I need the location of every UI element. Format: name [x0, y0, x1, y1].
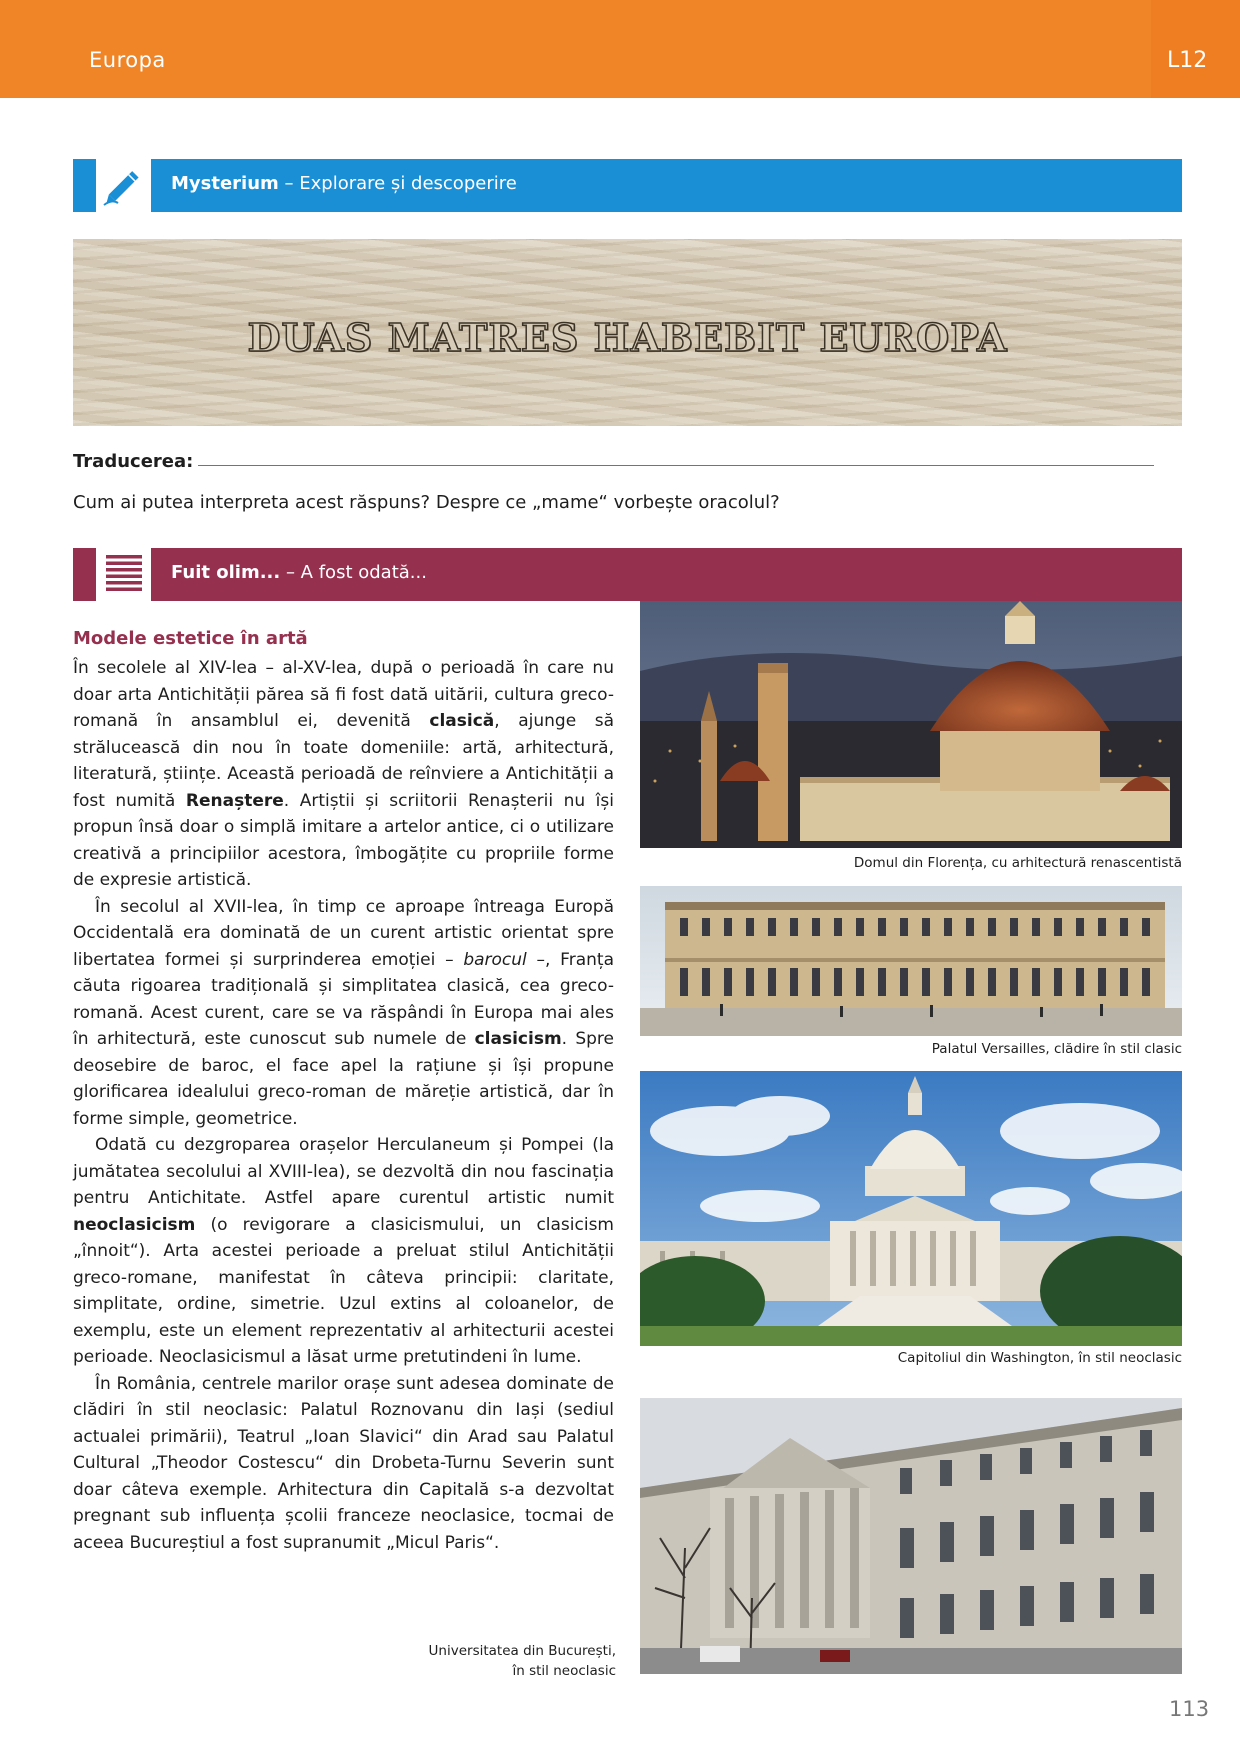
mysterium-section-header [73, 159, 1182, 212]
florence-cathedral-photo [640, 601, 1182, 848]
translation-answer-line [198, 465, 1154, 466]
article-paragraph-4: În România, centrele marilor orașe sunt adesea dominate de clădiri în stil neoclasic: Palatul Roznovanu din Iași (sediul actualei primării), Teatrul „Ioan Slavici“ din Arad sau Palatul Cultural „Theodor Costescu“ din Drobeta-Turnu Severin sunt doar câteva exemple. Arhitectura din Capitală s-a dezvoltat pregnant sub influența școlii franceze neoclasice, tocmai de aceea Bucureștiul a fost supranumit „Micul Paris“. [73, 1373, 614, 1553]
article-paragraph-3: Odată cu dezgroparea orașelor Herculaneum și Pompei (la jumătatea secolului al XVIII-lea), se dezvoltă din nou fascinația pentru Antichitate. Astfel apare curentul artistic numit neoclasicism (o revigorare a clasicismului, un clasicism „înnoit“). Arta acestei perioade a preluat stilul Antichității greco-romane, manifestat în câteva principii: claritate, simplitate, ordine, simetrie. Uzul extins al coloanelor, de exemplu, este un element reprezentativ al arhitecturii acestei perioade. Neoclasicismul a lăsat urme pretutindeni în lume. [73, 1135, 614, 1367]
article-column [73, 628, 614, 1556]
mysterium-title: Mysterium – Explorare și descoperire [171, 173, 517, 194]
university-caption: Universitatea din București, în stil neoclasic [428, 1643, 616, 1679]
versailles-caption: Palatul Versailles, clădire în stil clasic [931, 1041, 1182, 1057]
page-header [0, 0, 1240, 98]
fuit-olim-title: Fuit olim... – A fost odată... [171, 562, 427, 583]
versailles-palace-photo [640, 886, 1182, 1036]
motto-banner [73, 239, 1182, 426]
capitol-building-photo [640, 1071, 1182, 1346]
translation-label: Traducerea: [73, 451, 194, 472]
capitol-caption: Capitoliul din Washington, în stil neoclasic [897, 1350, 1182, 1366]
section-title: Europa [89, 48, 166, 72]
lesson-number: L12 [1167, 48, 1208, 73]
interpretation-question: Cum ai putea interpreta acest răspuns? Despre ce „mame“ vorbește oracolul? [73, 492, 780, 513]
bucharest-university-photo [640, 1398, 1182, 1674]
article-paragraph-2: În secolul al XVII-lea, în timp ce aproape întreaga Europă Occidentală era dominată de un curent artistic orientat spre libertatea formei și surprinderea emoției – barocul –, Franța căuta rigoarea tradițională și simplitatea clasică, cea greco-romană. Acest curent, care se va răspândi în Europa mai ales în arhitectură, este cunoscut sub numele de clasicism. Spre deosebire de baroc, el face apel la rațiune și își propune glorificarea idealului greco-roman de măreție artistică, dar în forme simple, geometrice. [73, 896, 614, 1129]
pencil-icon [96, 159, 151, 212]
fuit-olim-section-header [73, 548, 1182, 601]
oracle-motto: DUAS MATRES HABEBIT EUROPA [247, 315, 1008, 360]
florence-caption: Domul din Florența, cu arhitectură renascentistă [853, 855, 1182, 871]
text-lines-icon [96, 548, 151, 601]
page-number: 113 [1169, 1697, 1210, 1721]
article-paragraph-1: În secolele al XIV-lea – al-XV-lea, după o perioadă în care nu doar arta Antichității părea să fi fost dată uitării, cultura greco-romană în ansamblul ei, devenită clasică, ajunge să strălucească din nou în toate domeniile: artă, arhitectură, literatură, științe. Această perioadă de reînviere a Antichității a fost numită Renaștere. Artiștii și scriitorii Renașterii nu își propun însă doar o simplă imitare a artelor antice, ci o utilizare creativă a principiilor acestora, îmbogățite cu propriile forme de expresie artistică. [73, 658, 614, 890]
article-heading: Modele estetice în artă [73, 628, 308, 649]
